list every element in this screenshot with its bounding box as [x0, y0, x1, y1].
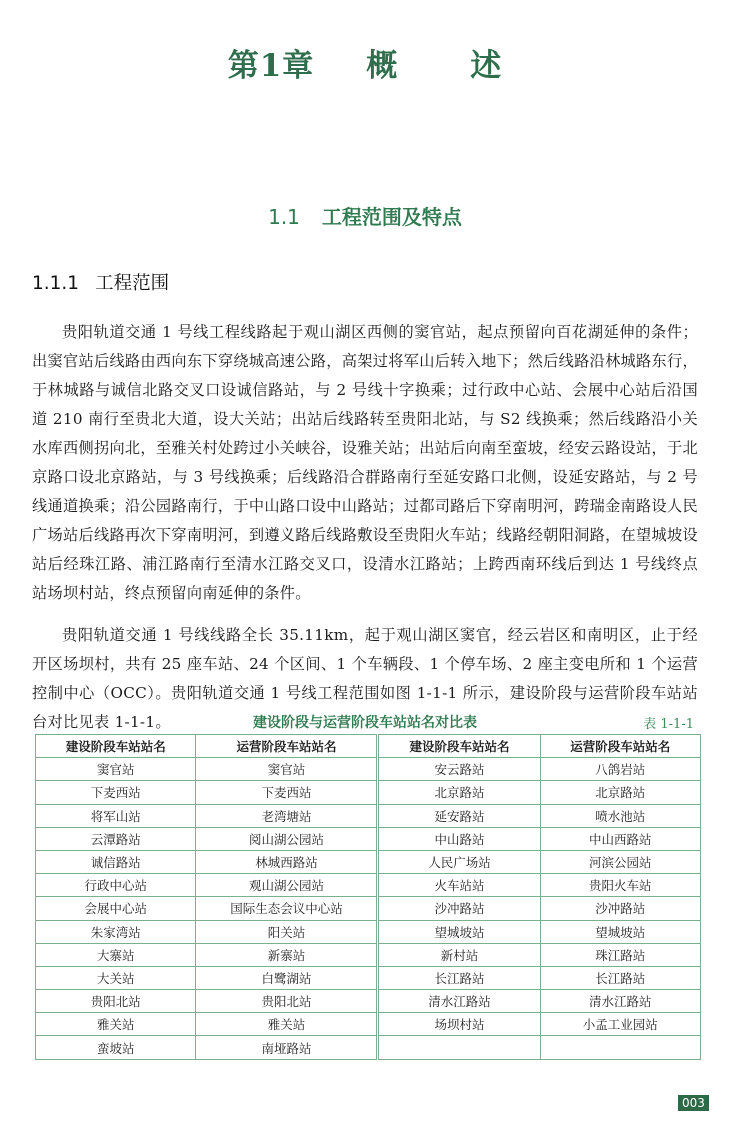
- chapter-number: 第1章: [227, 48, 315, 84]
- column-header: 运营阶段车站站名: [540, 735, 701, 758]
- table-row: [36, 850, 701, 873]
- table-row: [36, 758, 701, 781]
- table-cell: 大寨站: [36, 943, 196, 966]
- table-cell: 新村站: [378, 943, 540, 966]
- table-label: 表 1-1-1: [643, 717, 694, 732]
- table-row: [36, 1036, 701, 1059]
- column-header: 建设阶段车站站名: [378, 735, 540, 758]
- table-cell: 云潭路站: [36, 827, 196, 850]
- subsection-heading: [32, 269, 169, 295]
- chapter-word-1: 概: [366, 48, 399, 84]
- table-cell: 窦官站: [36, 758, 196, 781]
- table-row: [36, 966, 701, 989]
- table-cell: 阅山湖公园站: [196, 827, 378, 850]
- section-title: 工程范围及特点: [321, 205, 462, 229]
- table-cell: 人民广场站: [378, 850, 540, 873]
- body-paragraph: 贵阳轨道交通 1 号线工程线路起于观山湖区西侧的窦官站，起点预留向百花湖延伸的条件；出窦官站后线路由西向东下穿绕城高速公路，高架过将军山后转入地下；然后线路沿林城路东行，于林城路与诚信北路交叉口设诚信路站，与 2 号线十字换乘；过行政中心站、会展中心站后沿国道 210 南行至贵北大道，设大关站；出站后线路转至贵阳北站，与 S2 线换乘；然后线路沿小关水库西侧拐向北，至雅关村处跨过小关峡谷，设雅关站；出站后向南至蛮坡，经安云路设站，于北京路口设北京路站，与 3 号线换乘；后线路沿合群路南行至延安路口北侧，设延安路站，与 2 号线通道换乘；沿公园路南行，于中山路口设中山路站；过都司路后下穿南明河，跨瑞金南路设人民广场站后线路再次下穿南明河，到遵义路后线路敷设至贵阳火车站；线路经朝阳洞路，在望城坡设站后经珠江路、浦江路南行至清水江路交叉口，设清水江路站；上跨西南环线后到达 1 号线终点站场坝村站，终点预留向南延伸的条件。: [32, 323, 698, 602]
- table-cell: 珠江路站: [540, 943, 701, 966]
- table-title: 建设阶段与运营阶段车站站名对比表: [253, 715, 477, 731]
- table-cell: 观山湖公园站: [196, 874, 378, 897]
- table-row: [36, 1013, 701, 1036]
- table-cell: 行政中心站: [36, 874, 196, 897]
- table-row: [36, 781, 701, 804]
- table-row: [36, 943, 701, 966]
- table-caption: [32, 712, 698, 732]
- station-name-table: [35, 734, 701, 1060]
- table-cell: 雅关站: [36, 1013, 196, 1036]
- page-number: 003: [678, 1095, 709, 1111]
- table-cell: 八鸽岩站: [540, 758, 701, 781]
- table-cell: [540, 1036, 701, 1059]
- table-header-row: [36, 735, 701, 758]
- table-row: [36, 804, 701, 827]
- table-cell: 望城坡站: [378, 920, 540, 943]
- table-cell: 中山路站: [378, 827, 540, 850]
- table-cell: 长江路站: [378, 966, 540, 989]
- table-cell: 火车站站: [378, 874, 540, 897]
- subsection-number: 1.1.1: [32, 273, 80, 294]
- table-cell: 延安路站: [378, 804, 540, 827]
- table-cell: 中山西路站: [540, 827, 701, 850]
- table-cell: 喷水池站: [540, 804, 701, 827]
- column-header: 建设阶段车站站名: [36, 735, 196, 758]
- subsection-title: 工程范围: [95, 273, 170, 294]
- table-row: [36, 897, 701, 920]
- table-row: [36, 874, 701, 897]
- table-cell: [378, 1036, 540, 1059]
- table-cell: 清水江路站: [540, 990, 701, 1013]
- table-cell: 将军山站: [36, 804, 196, 827]
- table-cell: 贵阳北站: [36, 990, 196, 1013]
- table-cell: 小孟工业园站: [540, 1013, 701, 1036]
- table-cell: 窦官站: [196, 758, 378, 781]
- table-cell: 白鹭湖站: [196, 966, 378, 989]
- table-cell: 新寨站: [196, 943, 378, 966]
- table-cell: 老湾塘站: [196, 804, 378, 827]
- body-paragraph: 贵阳轨道交通 1 号线线路全长 35.11km，起于观山湖区窦官，经云岩区和南明区，止于经开区场坝村，共有 25 座车站、24 个区间、1 个车辆段、1 个停车场、2 座主变电所和 1 个运营控制中心（OCC）。贵阳轨道交通 1 号线工程范围如图 1-1-1 所示，建设阶段与运营阶段车站站台对比见表 1-1-1。: [32, 626, 698, 731]
- section-heading: [0, 201, 730, 230]
- table-cell: 沙冲路站: [540, 897, 701, 920]
- table-cell: 望城坡站: [540, 920, 701, 943]
- table-cell: 南垭路站: [196, 1036, 378, 1059]
- table-cell: 清水江路站: [378, 990, 540, 1013]
- table-cell: 下麦西站: [36, 781, 196, 804]
- table-cell: 诚信路站: [36, 850, 196, 873]
- section-number: 1.1: [268, 205, 300, 229]
- chapter-word-2: 述: [470, 48, 503, 84]
- table-row: [36, 920, 701, 943]
- table-cell: 阳关站: [196, 920, 378, 943]
- table-cell: 会展中心站: [36, 897, 196, 920]
- table-cell: 河滨公园站: [540, 850, 701, 873]
- table-cell: 贵阳火车站: [540, 874, 701, 897]
- table-cell: 长江路站: [540, 966, 701, 989]
- table-cell: 沙冲路站: [378, 897, 540, 920]
- table-cell: 北京路站: [540, 781, 701, 804]
- table-cell: 下麦西站: [196, 781, 378, 804]
- table-cell: 雅关站: [196, 1013, 378, 1036]
- column-header: 运营阶段车站站名: [196, 735, 378, 758]
- table-cell: 国际生态会议中心站: [196, 897, 378, 920]
- table-cell: 蛮坡站: [36, 1036, 196, 1059]
- table-cell: 朱家湾站: [36, 920, 196, 943]
- table-cell: 北京路站: [378, 781, 540, 804]
- table-cell: 场坝村站: [378, 1013, 540, 1036]
- table-cell: 大关站: [36, 966, 196, 989]
- table-row: [36, 990, 701, 1013]
- table-cell: 贵阳北站: [196, 990, 378, 1013]
- table-cell: 林城西路站: [196, 850, 378, 873]
- table-cell: 安云路站: [378, 758, 540, 781]
- table-row: [36, 827, 701, 850]
- chapter-title: [0, 40, 730, 85]
